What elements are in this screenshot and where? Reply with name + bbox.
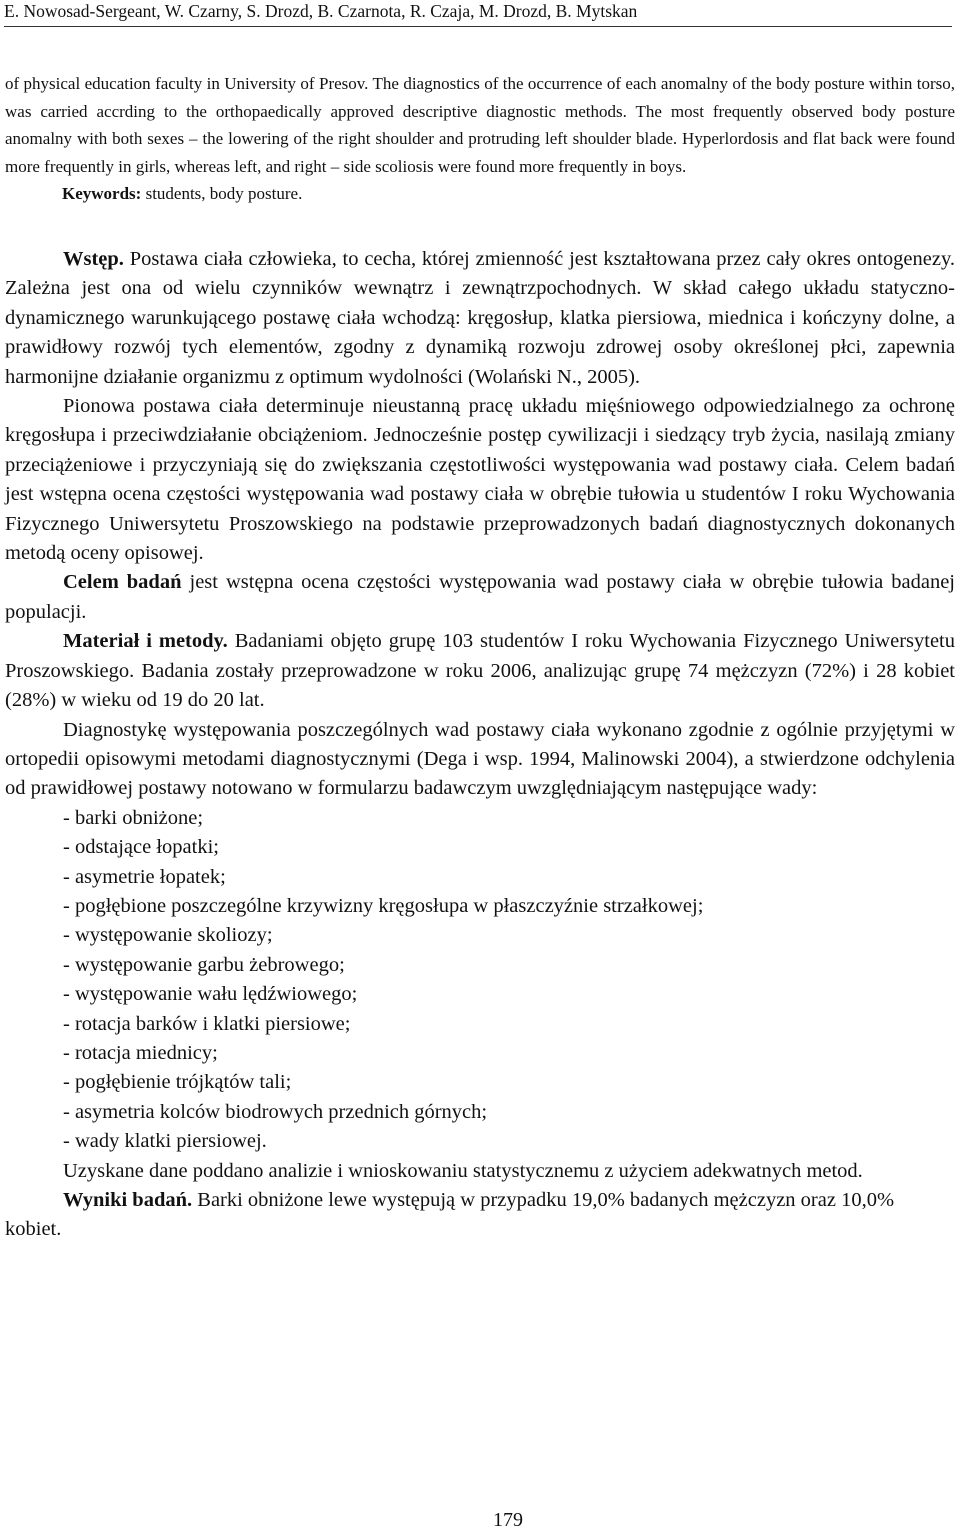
results-paragraph xyxy=(5,1186,955,1245)
abstract-text: of physical education faculty in University of Presov. The diagnostics of the occurrence of each anomalny of the body posture within torso, was carried accrding to the orthopaedically approved descriptive diagnostic methods. The most frequently observed body posture anomalny with both sexes – the lowering of the right shoulder and protruding left shoulder blade. Hyperlordosis and flat back were found more frequently in girls, whereas left, and right – side scoliosis were found more frequently in boys. xyxy=(5,74,955,176)
list-item: - wady klatki piersiowej. xyxy=(63,1130,267,1153)
abstract xyxy=(5,70,955,208)
intro-text: Postawa ciała człowieka, to cecha, której zmienność jest kształtowana przez cały okres ontogenezy. Zależna jest ona od wielu czynników wewnątrz i zewnątrzpochodnych. W skład całego układu statyczno-dynamicznego warunkującego postawę ciała wchodzą: kręgosłup, klatka piersiowa, miednica i kończyny dolne, a prawidłowy rozwój tych elementów, zgodny z dynamiką rozwoju zdrowej osoby określonej płci, zapewnia harmonijne działanie organizmu z optimum wydolności (Wolański N., 2005). xyxy=(5,248,955,388)
aim-paragraph xyxy=(5,568,955,627)
list-item: - asymetrie łopatek; xyxy=(63,865,226,888)
keywords-text: students, body posture. xyxy=(141,184,303,203)
methods-text: Badaniami objęto grupę 103 studentów I roku Wychowania Fizycznego Uniwersytetu Proszowskiego. Badania zostały przeprowadzone w roku 2006, analizując grupę 74 mężczyzn (72%) i 28 kobiet (28%) w wieku od 19 do 20 lat. xyxy=(5,630,955,712)
list-item: - rotacja miednicy; xyxy=(63,1041,218,1064)
header-authors: E. Nowosad-Sergeant, W. Czarny, S. Drozd, B. Czarnota, R. Czaja, M. Drozd, B. Mytskan xyxy=(4,1,638,21)
aim-text: jest wstępna ocena częstości występowania wad postawy ciała w obrębie tułowia badanej populacji. xyxy=(5,571,955,623)
list-item: - występowanie garbu żebrowego; xyxy=(63,953,345,976)
methods-paragraph-2: Diagnostykę występowania poszczególnych wad postawy ciała wykonano zgodnie z ogólnie przyjętymi w ortopedii opisowymi metodami diagnostycznymi (Dega i wsp. 1994, Malinowski 2004), a stwierdzone odchylenia od prawidłowej postawy notowano w formularzu badawczym uwzględniającym następujące wady: xyxy=(5,718,955,800)
keywords-line xyxy=(62,180,955,208)
list-item: - rotacja barków i klatki piersiowe; xyxy=(63,1012,351,1035)
methods-paragraph xyxy=(5,627,955,715)
list-item: - odstające łopatki; xyxy=(63,836,219,859)
list-item: - asymetria kolców biodrowych przednich górnych; xyxy=(63,1100,488,1123)
list-item: - pogłębione poszczególne krzywizny kręgosłupa w płaszczyźnie strzałkowej; xyxy=(63,894,704,917)
main-text xyxy=(5,245,955,1245)
intro-paragraph xyxy=(5,245,955,392)
results-text: Barki obniżone lewe występują w przypadku 19,0% badanych mężczyzn oraz 10,0% kobiet. xyxy=(5,1189,895,1241)
keywords-label: Keywords: xyxy=(62,184,142,203)
list-item: - barki obniżone; xyxy=(63,806,204,829)
aim-label: Celem badań xyxy=(63,571,182,594)
defects-list xyxy=(5,804,955,1157)
page-number: 179 xyxy=(493,1509,523,1531)
list-item: - występowanie wału lędźwiowego; xyxy=(63,983,358,1006)
methods-label: Materiał i metody. xyxy=(63,630,228,653)
list-item: - występowanie skoliozy; xyxy=(63,924,273,947)
running-header xyxy=(4,0,952,27)
results-label: Wyniki badań. xyxy=(63,1189,193,1211)
list-item: - pogłębienie trójkątów tali; xyxy=(63,1071,292,1094)
analysis-paragraph: Uzyskane dane poddano analizie i wnioskowaniu statystycznemu z użyciem adekwatnych metod. xyxy=(63,1159,863,1182)
intro-paragraph-2: Pionowa postawa ciała determinuje nieustanną pracę układu mięśniowego odpowiedzialnego za ochronę kręgosłupa i przeciwdziałanie obciążeniom. Jednocześnie postęp cywilizacji i siedzący tryb życia, nasilają zmiany przeciążeniowe i przyczyniają się do zwiększania częstotliwości występowania wad postawy ciała. Celem badań jest wstępna ocena częstości występowania wad postawy ciała w obrębie tułowia u studentów I roku Wychowania Fizycznego Uniwersytetu Proszowskiego na podstawie przeprowadzonych badań diagnostycznych dokonanych metodą oceny opisowej. xyxy=(5,395,955,565)
intro-label: Wstęp. xyxy=(63,248,124,270)
